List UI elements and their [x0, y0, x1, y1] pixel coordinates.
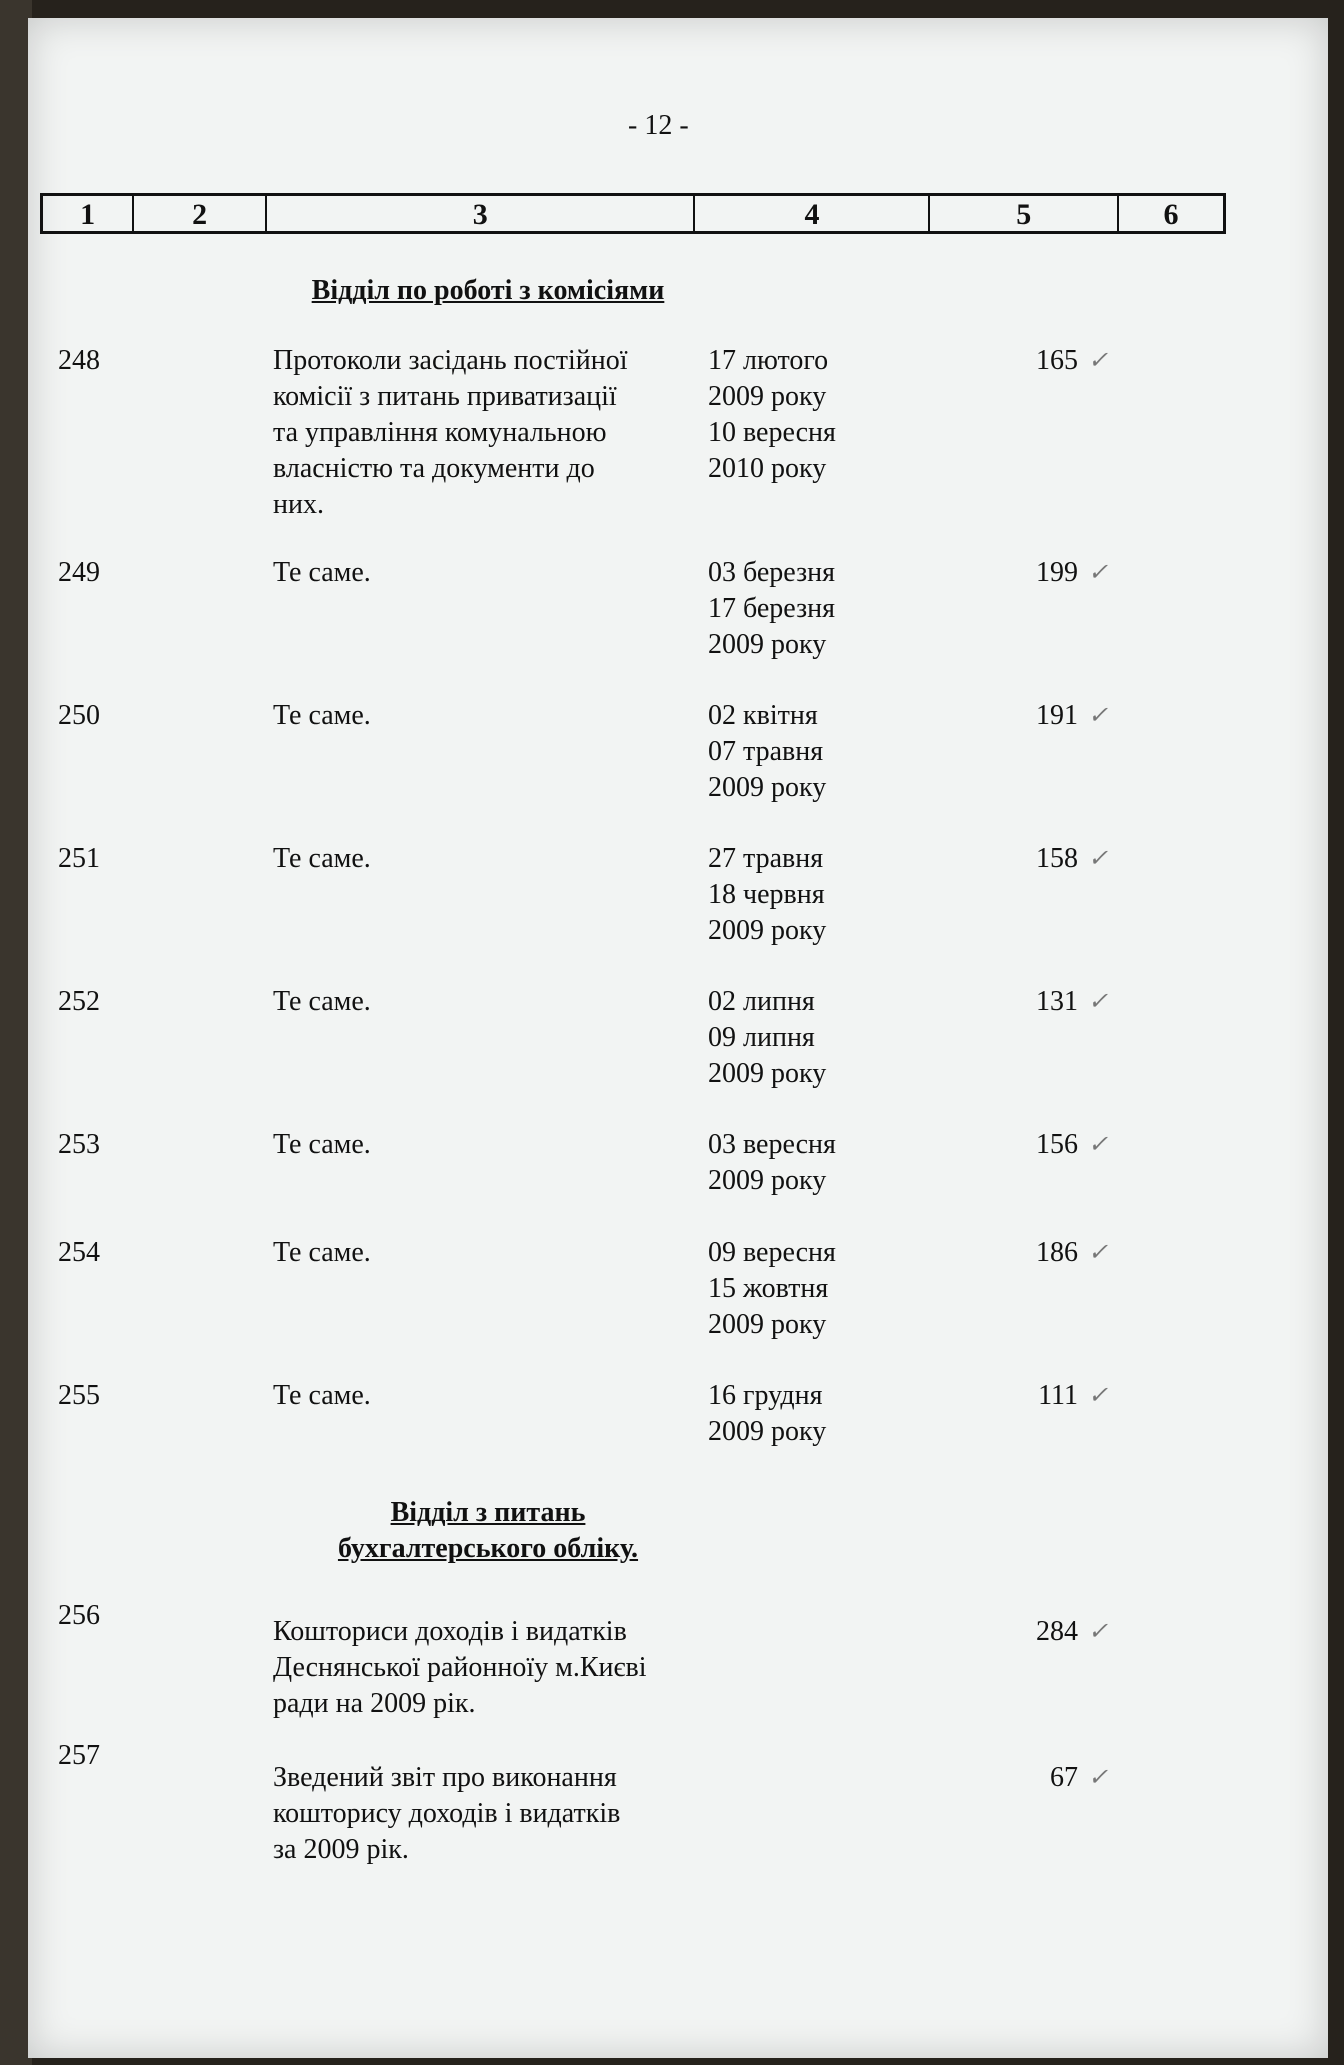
- check-mark: ✓: [1088, 1240, 1109, 1266]
- row-sheets: 158: [1036, 843, 1078, 874]
- row-title: Зведений звіт про виконання кошторису доходів і видатків за 2009 рік.: [273, 1762, 621, 1865]
- row-number: 249: [58, 557, 100, 588]
- check-mark: ✓: [1088, 1619, 1109, 1645]
- row-title: Те саме.: [273, 1129, 371, 1160]
- row-title: Те саме.: [273, 700, 371, 731]
- column-header: 6: [1163, 198, 1179, 231]
- row-sheets: 156: [1036, 1129, 1078, 1160]
- row-number: 254: [58, 1237, 100, 1268]
- row-title: Те саме.: [273, 1380, 371, 1411]
- row-number: 248: [58, 345, 100, 376]
- row-dates: 16 грудня 2009 року: [708, 1380, 827, 1447]
- row-title: Те саме.: [273, 1237, 371, 1268]
- column-header: 5: [930, 196, 1118, 231]
- row-title: Те саме.: [273, 843, 371, 874]
- check-mark: ✓: [1088, 348, 1109, 374]
- row-number: 253: [58, 1129, 100, 1160]
- row-dates: 03 вересня 2009 року: [708, 1129, 836, 1196]
- row-sheets: 111: [1038, 1380, 1078, 1411]
- column-header-row: [40, 193, 1226, 234]
- row-number: 255: [58, 1380, 100, 1411]
- column-header: 4: [695, 196, 930, 231]
- row-sheets: 67: [1050, 1762, 1078, 1793]
- row-sheets: 191: [1036, 700, 1078, 731]
- row-sheets: 284: [1036, 1616, 1078, 1647]
- row-sheets: 131: [1036, 986, 1078, 1017]
- row-dates: 17 лютого 2009 року 10 вересня 2010 року: [708, 345, 836, 484]
- check-mark: ✓: [1088, 703, 1109, 729]
- column-header: 2: [134, 196, 267, 231]
- check-mark: ✓: [1088, 1765, 1109, 1791]
- section-title: Відділ з питань бухгалтерського обліку.: [337, 1497, 639, 1564]
- column-header: 1: [43, 196, 134, 231]
- column-header: 3: [267, 196, 695, 231]
- row-title: Кошториси доходів і видатків Деснянської районноїу м.Києві ради на 2009 рік.: [273, 1616, 647, 1719]
- page-number: - 12 -: [628, 110, 689, 141]
- row-title: Протоколи засідань постійної комісії з питань приватизації та управління комунальною власністю та документи до них.: [273, 345, 628, 520]
- row-sheets: 186: [1036, 1237, 1078, 1268]
- check-mark: ✓: [1088, 1132, 1109, 1158]
- check-mark: ✓: [1088, 846, 1109, 872]
- row-title: Те саме.: [273, 557, 371, 588]
- row-number: 252: [58, 986, 100, 1017]
- row-dates: 03 березня 17 березня 2009 року: [708, 557, 835, 660]
- row-dates: 02 квітня 07 травня 2009 року: [708, 700, 827, 803]
- document-page: [28, 18, 1328, 2058]
- row-number: 257: [58, 1740, 100, 1771]
- row-dates: 09 вересня 15 жовтня 2009 року: [708, 1237, 836, 1340]
- check-mark: ✓: [1088, 1383, 1109, 1409]
- row-sheets: 199: [1036, 557, 1078, 588]
- section-title: Відділ по роботі з комісіями: [311, 275, 665, 306]
- row-number: 256: [58, 1600, 100, 1631]
- row-dates: 27 травня 18 червня 2009 року: [708, 843, 827, 946]
- row-number: 251: [58, 843, 100, 874]
- row-sheets: 165: [1036, 345, 1078, 376]
- row-title: Те саме.: [273, 986, 371, 1017]
- row-number: 250: [58, 700, 100, 731]
- row-dates: 02 липня 09 липня 2009 року: [708, 986, 827, 1089]
- check-mark: ✓: [1088, 560, 1109, 586]
- check-mark: ✓: [1088, 989, 1109, 1015]
